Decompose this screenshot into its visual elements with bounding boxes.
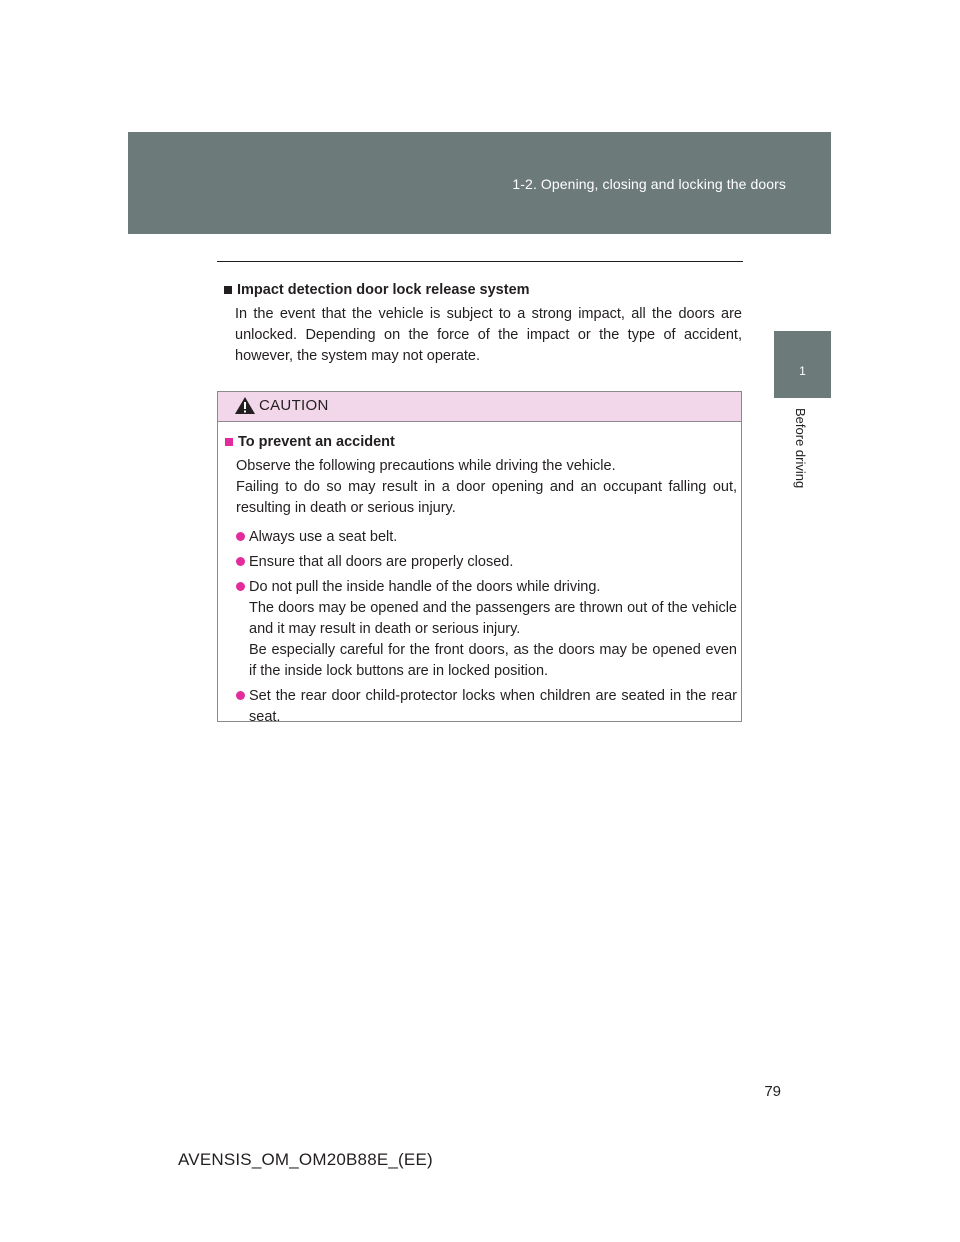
- caution-item-text: Do not pull the inside handle of the doors while driving.: [249, 579, 601, 595]
- caution-header: [218, 392, 741, 422]
- caution-list-item: [236, 577, 737, 682]
- section-body: In the event that the vehicle is subject to a strong impact, all the doors are unlocked. Depending on the force of the impact or the type of accident, however, the system may not operate.: [235, 306, 742, 364]
- caution-label: CAUTION: [259, 397, 329, 414]
- caution-list: [236, 527, 737, 728]
- caution-title: [225, 432, 737, 452]
- caution-item-text: Set the rear door child-protector locks when children are seated in the rear seat.: [249, 688, 737, 725]
- document-code: AVENSIS_OM_OM20B88E_(EE): [178, 1150, 433, 1169]
- caution-item-text: Be especially careful for the front doors, as the doors may be opened even if the inside lock buttons are in locked position.: [249, 642, 737, 679]
- chapter-label: Before driving: [793, 408, 808, 489]
- square-bullet-icon: [225, 438, 233, 446]
- caution-list-item: [236, 527, 737, 548]
- warning-triangle-icon: [234, 396, 256, 415]
- caution-item-text: Always use a seat belt.: [249, 529, 398, 545]
- caution-intro-line: Failing to do so may result in a door opening and an occupant falling out, resulting in death or serious injury.: [236, 479, 737, 516]
- circle-bullet-icon: [236, 582, 245, 591]
- top-divider: [217, 261, 743, 262]
- page-number: 79: [764, 1083, 781, 1100]
- square-bullet-icon: [224, 286, 232, 294]
- circle-bullet-icon: [236, 691, 245, 700]
- header-band: [128, 132, 831, 234]
- caution-list-item: [236, 552, 737, 573]
- caution-list-item: [236, 686, 737, 728]
- circle-bullet-icon: [236, 532, 245, 541]
- caution-intro: [236, 456, 737, 519]
- section-title: [224, 280, 742, 300]
- chapter-tab: [774, 331, 831, 398]
- caution-body: [225, 432, 737, 732]
- caution-item-text: Ensure that all doors are properly closed.: [249, 554, 514, 570]
- caution-title-text: To prevent an accident: [238, 434, 395, 450]
- caution-box: [217, 391, 742, 725]
- chapter-number: 1: [799, 364, 806, 378]
- caution-intro-line: Observe the following precautions while driving the vehicle.: [236, 458, 616, 474]
- section-header-title: 1-2. Opening, closing and locking the doors: [512, 176, 786, 192]
- section-impact-detection: [224, 280, 742, 367]
- circle-bullet-icon: [236, 557, 245, 566]
- caution-item-text: The doors may be opened and the passengers are thrown out of the vehicle and it may result in death or serious injury.: [249, 600, 737, 637]
- section-title-text: Impact detection door lock release system: [237, 282, 530, 298]
